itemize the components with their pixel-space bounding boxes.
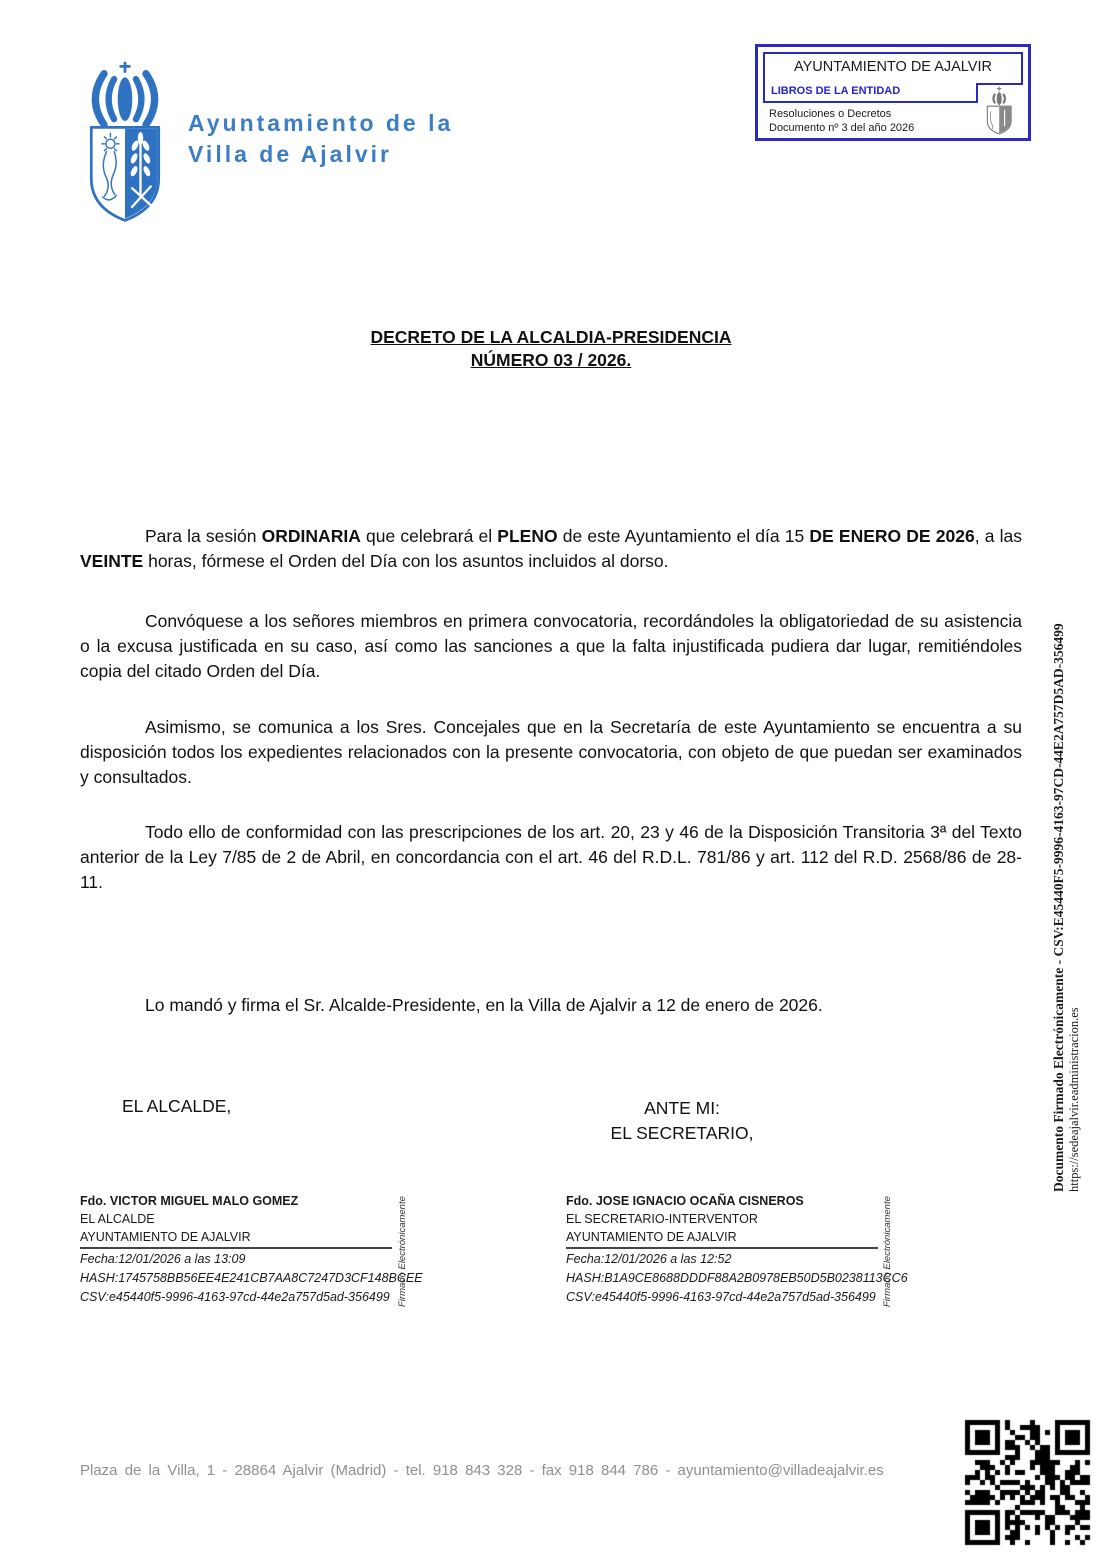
paragraph-order: Lo mandó y firma el Sr. Alcalde-Presidente, en la Villa de Ajalvir a 12 de enero de 2026. — [145, 995, 823, 1015]
paragraph-session: Para la sesión ORDINARIA que celebrará el PLENO de este Ayuntamiento el día 15 DE ENERO DE 2026, a las VEINTE horas, fórmese el Orden del Día con los asuntos incluidos al dorso. — [80, 526, 1022, 571]
signature-hash: HASH:B1A9CE8688DDDF88A2B0978EB50D5B0238113CC6 — [566, 1271, 908, 1285]
signature-hash: HASH:1745758BB56EE4E241CB7AA8C7247D3CF148BCEE — [80, 1271, 423, 1285]
paragraph-convocation: Convóquese a los señores miembros en primera convocatoria, recordándoles la obligatoriedad de su asistencia o la excusa justificada en su caso, así como las sanciones a que la falta injustificada pudiera dar lugar, remitiéndoles copia del citado Orden del Día. — [80, 611, 1022, 681]
csv-sidebar — [1050, 623, 1082, 1192]
logo-line2: Villa de Ajalvir — [188, 141, 392, 167]
csv-sidebar-line1: Documento Firmado Electrónicamente - CSV:E45440F5-9996-4163-97CD-44E2A757D5AD-356499 — [1051, 623, 1066, 1192]
signer-role: EL ALCALDE — [80, 1212, 155, 1226]
signer-name: Fdo. JOSE IGNACIO OCAÑA CISNEROS — [566, 1194, 804, 1208]
logo-wordmark — [188, 108, 453, 170]
registry-stamp — [755, 44, 1031, 141]
signer-org: AYUNTAMIENTO DE AJALVIR — [566, 1228, 878, 1249]
signature-header-alcalde: EL ALCALDE, — [122, 1096, 232, 1116]
signature-csv: CSV:e45440f5-9996-4163-97cd-44e2a757d5ad-356499 — [80, 1290, 390, 1304]
qr-code — [964, 1419, 1092, 1547]
municipal-shield-logo-icon — [84, 56, 166, 228]
stamp-doc-type: Resoluciones o Decretos — [769, 108, 892, 120]
ante-mi-label: ANTE MI: — [644, 1098, 720, 1118]
signature-csv: CSV:e45440f5-9996-4163-97cd-44e2a757d5ad-356499 — [566, 1290, 876, 1304]
signature-date: Fecha:12/01/2026 a las 13:09 — [80, 1252, 246, 1266]
document-title — [80, 326, 1022, 372]
firmado-electronicamente-label: Firmado Electrónicamente — [397, 1196, 408, 1307]
signature-header-secretario — [557, 1096, 807, 1146]
footer-address: Plaza de la Villa, 1 - 28864 Ajalvir (Madrid) - tel. 918 843 328 - fax 918 844 786 - ayuntamiento@villadeajalvir.es — [80, 1462, 884, 1479]
signature-date: Fecha:12/01/2026 a las 12:52 — [566, 1252, 732, 1266]
logo-line1: Ayuntamiento de la — [188, 110, 454, 136]
signer-org: AYUNTAMIENTO DE AJALVIR — [80, 1228, 392, 1249]
paragraph-legal-basis: Todo ello de conformidad con las prescripciones de los art. 20, 23 y 46 de la Disposición Transitoria 3ª del Texto anterior de la Ley 7/85 de 2 de Abril, en concordancia con el art. 46 del R.D.L. 781/86 y art. 112 del R.D. 2568/86 de 28-11. — [80, 822, 1022, 892]
el-secretario-label: EL SECRETARIO, — [610, 1123, 754, 1143]
csv-sidebar-line2: https://sedeajalvir.eadministracion.es — [1067, 1007, 1081, 1192]
stamp-doc-number: Documento nº 3 del año 2026 — [769, 122, 915, 134]
signer-name: Fdo. VICTOR MIGUEL MALO GOMEZ — [80, 1194, 299, 1208]
stamp-title: AYUNTAMIENTO DE AJALVIR — [794, 59, 992, 75]
paragraph-expedientes: Asimismo, se comunica a los Sres. Concejales que en la Secretaría de este Ayuntamiento se encuentra a su disposición todos los expedientes relacionados con la presente convocatoria, con objeto de que puedan ser examinados y consultados. — [80, 717, 1022, 787]
document-body — [80, 524, 1022, 1018]
document-title-line1: DECRETO DE LA ALCALDIA-PRESIDENCIA — [370, 327, 732, 347]
document-title-line2: NÚMERO 03 / 2026. — [470, 350, 632, 370]
signer-role: EL SECRETARIO-INTERVENTOR — [566, 1212, 758, 1226]
firmado-electronicamente-label: Firmado Electrónicamente — [882, 1196, 893, 1307]
stamp-subtitle: LIBROS DE LA ENTIDAD — [771, 85, 901, 97]
